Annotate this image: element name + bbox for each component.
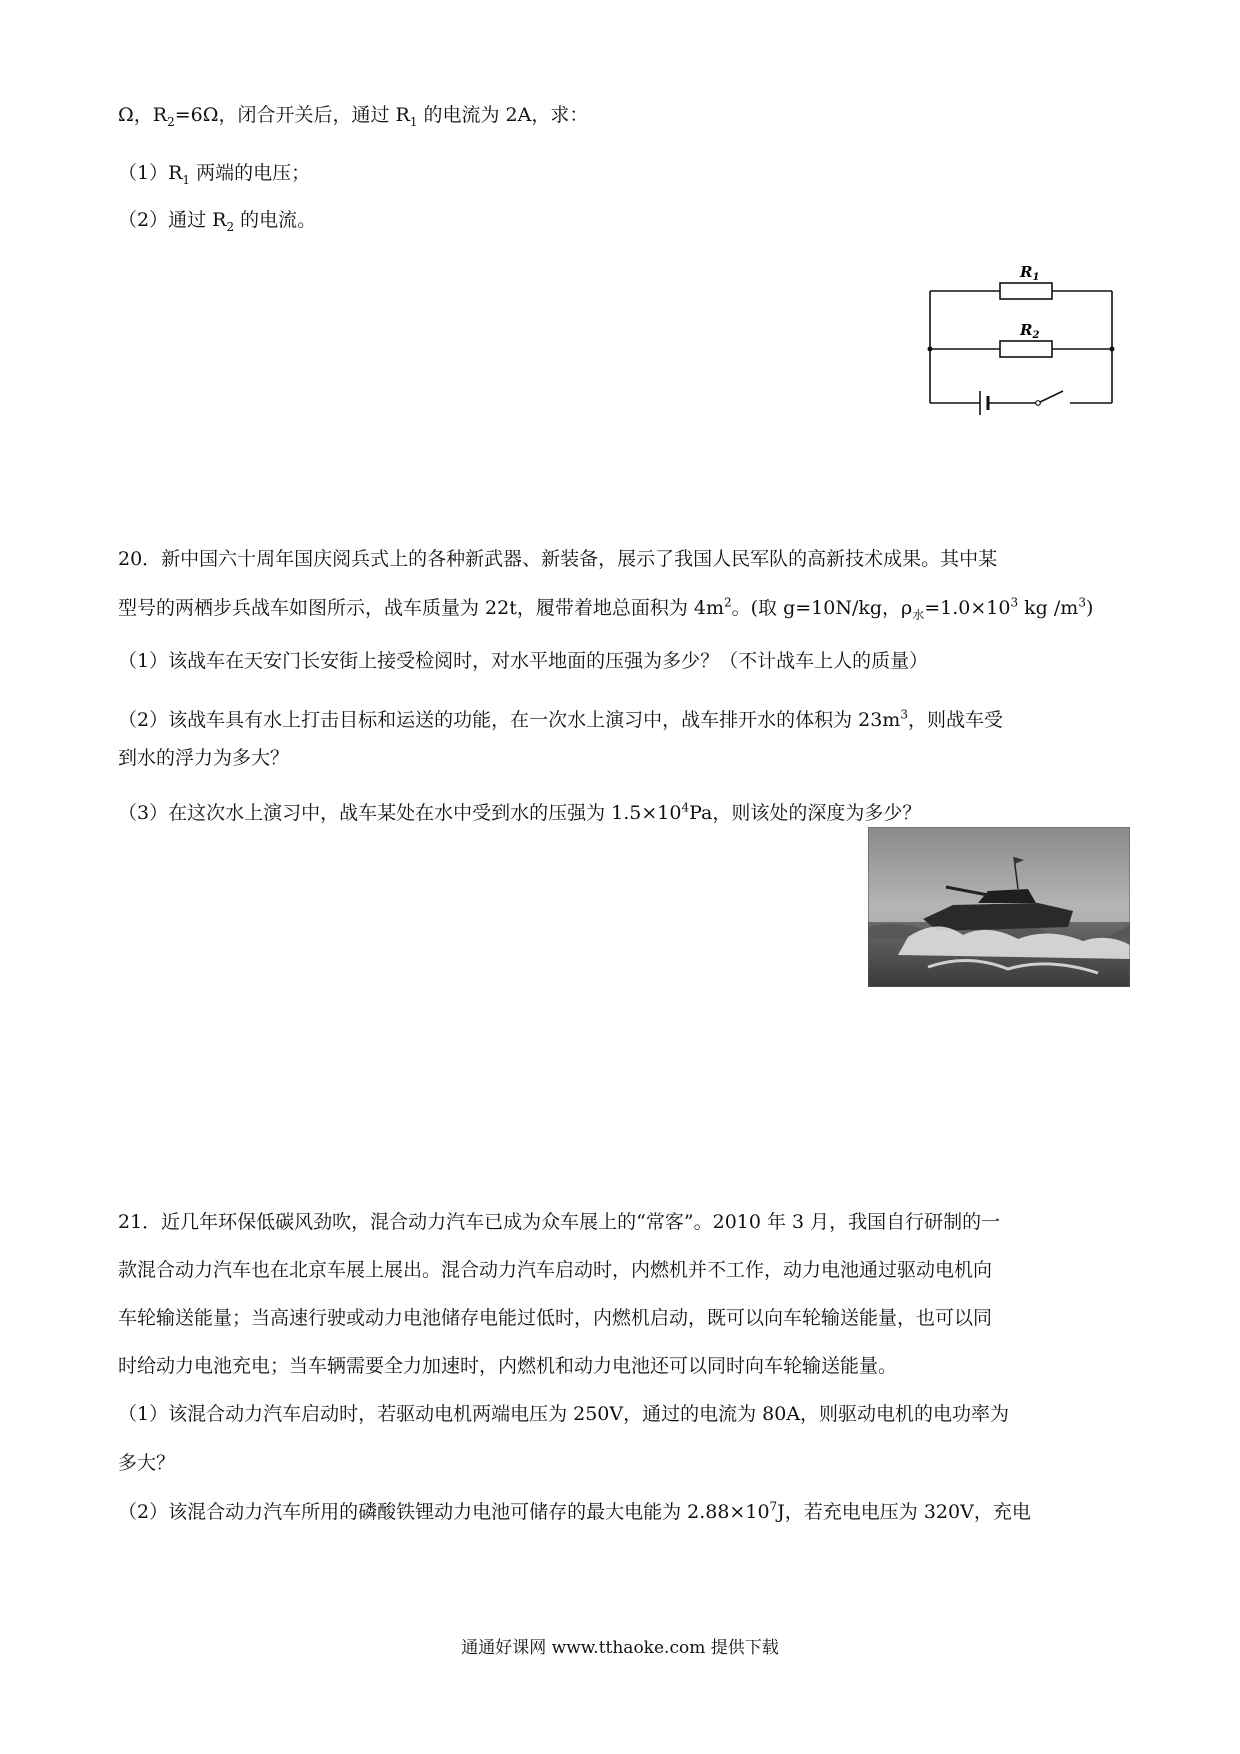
q19-text: 两端的电压； bbox=[190, 162, 311, 184]
switch-contact bbox=[1036, 401, 1041, 406]
page-footer: 通通好课网 www.tthaoke.com 提供下载 bbox=[461, 1638, 779, 1658]
q19-text: 的电流为 2A，求： bbox=[417, 104, 589, 126]
q20-sub: 水 bbox=[912, 607, 925, 622]
q21-text: 21．近几年环保低碳风劲吹，混合动力汽车已成为众车展上的“常客”。2010 年 3 月，我国自行研制的一 bbox=[118, 1211, 1001, 1233]
q20-sup: 2 bbox=[724, 595, 732, 610]
q19-text: =6Ω，闭合开关后，通过 R bbox=[174, 104, 410, 126]
r2-label: $R_2$ bbox=[1020, 321, 1040, 341]
q21-text: （1）该混合动力汽车启动时，若驱动电机两端电压为 250V，通过的电流为 80A，则驱动电机的电功率为 bbox=[118, 1403, 1010, 1425]
q21-text: 时给动力电池充电；当车辆需要全力加速时，内燃机和动力电池还可以同时向车轮输送能量。 bbox=[118, 1355, 898, 1377]
q20-text: 型号的两栖步兵战车如图所示，战车质量为 22t，履带着地总面积为 4m bbox=[118, 597, 724, 619]
q20-sup: 3 bbox=[1010, 595, 1019, 610]
resistor-r1 bbox=[1000, 283, 1052, 299]
q20-subquestion-2-cont bbox=[118, 746, 289, 770]
q21-stem-line1 bbox=[118, 1210, 1000, 1234]
q19-text: 的电流。 bbox=[234, 209, 317, 231]
q20-text: （1）该战车在天安门长安街上接受检阅时，对水平地面的压强为多少？（不计战车上人的质量） bbox=[118, 650, 929, 672]
q20-stem-line2 bbox=[118, 596, 1093, 620]
resistor-r2 bbox=[1000, 341, 1052, 357]
q19-sub: 1 bbox=[409, 114, 418, 129]
q21-subquestion-1-cont bbox=[118, 1451, 175, 1475]
q20-subquestion-3 bbox=[118, 801, 921, 825]
q21-subquestion-1 bbox=[118, 1402, 1009, 1426]
q20-sup: 3 bbox=[1078, 595, 1086, 610]
junction-dot bbox=[928, 347, 933, 352]
q20-text: 。(取 g=10N/kg，ρ bbox=[731, 597, 913, 619]
amphibious-vehicle-photo bbox=[868, 827, 1130, 987]
q20-sup: 3 bbox=[900, 707, 908, 722]
q20-text: （3）在这次水上演习中，战车某处在水中受到水的压强为 1.5×10 bbox=[118, 802, 682, 824]
q19-subquestion-2 bbox=[118, 208, 316, 232]
q20-text: 20．新中国六十周年国庆阅兵式上的各种新武器、新装备，展示了我国人民军队的高新技术成果。其中某 bbox=[118, 548, 998, 570]
q21-text: 多大？ bbox=[118, 1452, 176, 1474]
q20-text: ，则战车受 bbox=[907, 709, 1003, 731]
q19-text: （1）R bbox=[118, 162, 183, 184]
q20-stem-line1 bbox=[118, 547, 997, 571]
q21-text: 车轮输送能量；当高速行驶或动力电池储存电能过低时，内燃机启动，既可以向车轮输送能量，也可以同 bbox=[118, 1307, 993, 1329]
switch-blade bbox=[1038, 391, 1063, 403]
q20-sup: 4 bbox=[681, 800, 690, 815]
q20-text: Pa，则该处的深度为多少？ bbox=[689, 802, 922, 824]
q19-subquestion-1 bbox=[118, 161, 310, 185]
q21-stem-line2 bbox=[118, 1258, 992, 1282]
q19-sub: 2 bbox=[167, 114, 175, 129]
q20-text: （2）该战车具有水上打击目标和运送的功能，在一次水上演习中，战车排开水的体积为 23m bbox=[118, 709, 901, 731]
q21-text: J，若充电电压为 320V，充电 bbox=[777, 1501, 1031, 1523]
r1-label: $R_1$ bbox=[1020, 263, 1040, 283]
q21-stem-line4 bbox=[118, 1354, 897, 1378]
q21-sup: 7 bbox=[769, 1499, 778, 1514]
circuit-diagram bbox=[920, 255, 1120, 425]
q19-line1 bbox=[118, 103, 588, 127]
junction-dot bbox=[1110, 347, 1115, 352]
q19-text: Ω，R bbox=[118, 104, 168, 126]
q21-text: 款混合动力汽车也在北京车展上展出。混合动力汽车启动时，内燃机并不工作，动力电池通过驱动电机向 bbox=[118, 1259, 993, 1281]
q19-sub: 1 bbox=[182, 172, 191, 187]
q20-subquestion-1 bbox=[118, 649, 928, 673]
q20-text: =1.0×10 bbox=[924, 597, 1011, 619]
q20-text: 到水的浮力为多大？ bbox=[118, 747, 290, 769]
q21-text: （2）该混合动力汽车所用的磷酸铁锂动力电池可储存的最大电能为 2.88×10 bbox=[118, 1501, 770, 1523]
q21-stem-line3 bbox=[118, 1306, 992, 1330]
q20-text: kg /m bbox=[1018, 597, 1079, 619]
q19-text: （2）通过 R bbox=[118, 209, 227, 231]
q19-sub: 2 bbox=[226, 219, 235, 234]
q20-subquestion-2 bbox=[118, 708, 1003, 732]
q21-subquestion-2 bbox=[118, 1500, 1031, 1524]
q20-text: ) bbox=[1085, 597, 1094, 619]
